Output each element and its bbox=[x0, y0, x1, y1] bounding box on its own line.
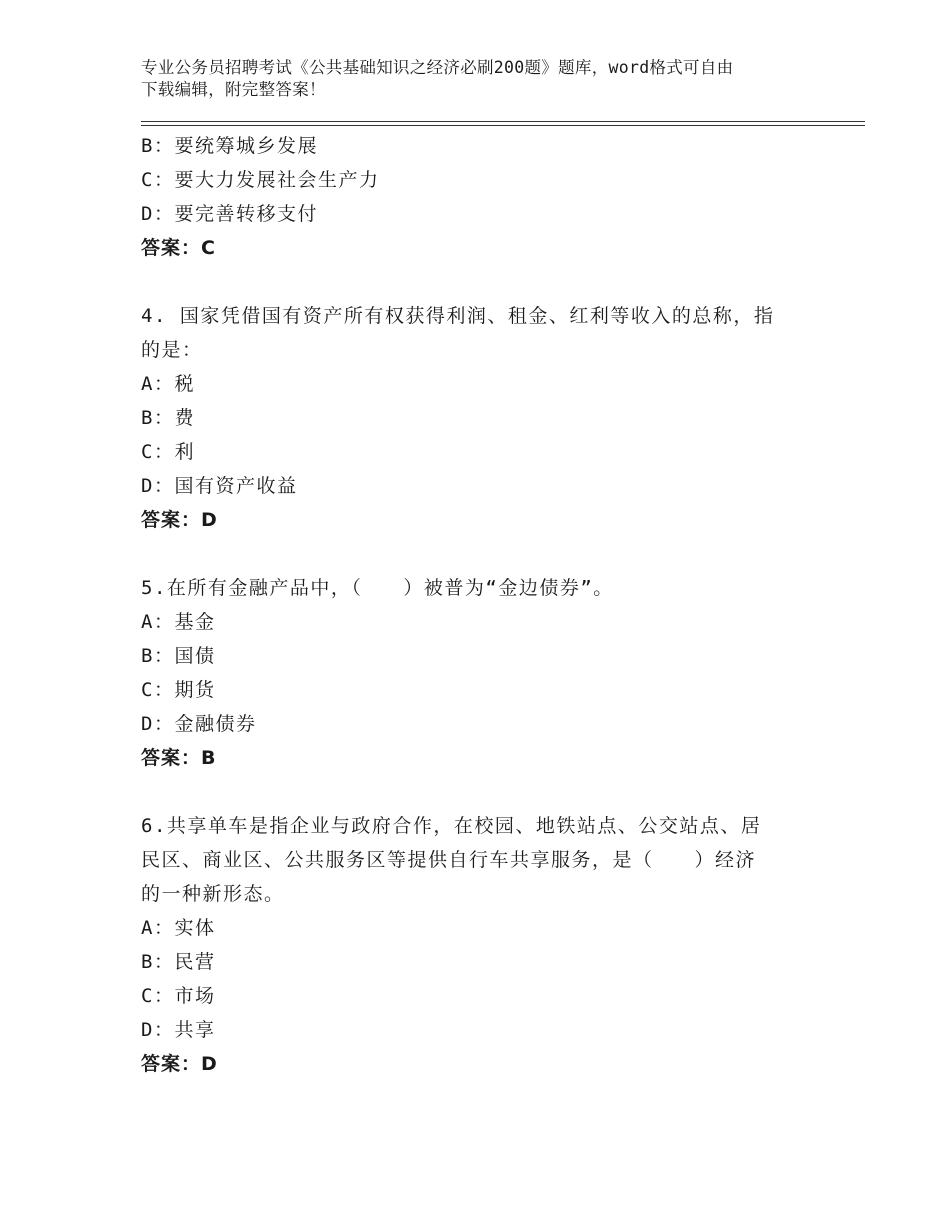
option-c: C：市场 bbox=[141, 985, 216, 1007]
option-c: C：期货 bbox=[141, 679, 216, 701]
option-a: A：基金 bbox=[141, 611, 216, 633]
option-a: A：实体 bbox=[141, 917, 216, 939]
answer-line: 答案：D bbox=[141, 1053, 218, 1075]
question-stem-line: 5.在所有金融产品中，（ ）被普为“金边债券”。 bbox=[141, 577, 614, 599]
option-d: D：金融债券 bbox=[141, 713, 257, 735]
question-stem-line: 的是： bbox=[141, 339, 203, 361]
question-3-partial bbox=[141, 129, 821, 265]
option-d: D：要完善转移支付 bbox=[141, 203, 318, 225]
header-line-1: 专业公务员招聘考试《公共基础知识之经济必刷200题》题库，word格式可自由 bbox=[141, 58, 734, 77]
option-c: C：要大力发展社会生产力 bbox=[141, 169, 380, 191]
question-stem-line: 4. 国家凭借国有资产所有权获得利润、租金、红利等收入的总称，指 bbox=[141, 305, 775, 327]
option-c: C：利 bbox=[141, 441, 195, 463]
question-stem-line: 民区、商业区、公共服务区等提供自行车共享服务，是（ ）经济 bbox=[141, 849, 757, 871]
option-d: D：共享 bbox=[141, 1019, 216, 1041]
document-header bbox=[141, 57, 821, 101]
question-list bbox=[141, 129, 821, 1081]
answer-line: 答案：D bbox=[141, 509, 218, 531]
answer-line: 答案：C bbox=[141, 237, 216, 259]
question-6 bbox=[141, 809, 821, 1081]
header-divider-top bbox=[141, 121, 865, 122]
question-stem-line: 的一种新形态。 bbox=[141, 883, 285, 905]
option-b: B：国债 bbox=[141, 645, 216, 667]
option-b: B：民营 bbox=[141, 951, 216, 973]
question-4 bbox=[141, 299, 821, 537]
option-b: B：费 bbox=[141, 407, 195, 429]
header-divider-bottom bbox=[141, 125, 865, 126]
option-d: D：国有资产收益 bbox=[141, 475, 298, 497]
question-stem-line: 6.共享单车是指企业与政府合作，在校园、地铁站点、公交站点、居 bbox=[141, 815, 762, 837]
answer-line: 答案：B bbox=[141, 747, 217, 769]
option-b: B：要统筹城乡发展 bbox=[141, 135, 318, 157]
question-5 bbox=[141, 571, 821, 775]
option-a: A：税 bbox=[141, 373, 195, 395]
header-line-2: 下载编辑，附完整答案！ bbox=[141, 80, 326, 99]
